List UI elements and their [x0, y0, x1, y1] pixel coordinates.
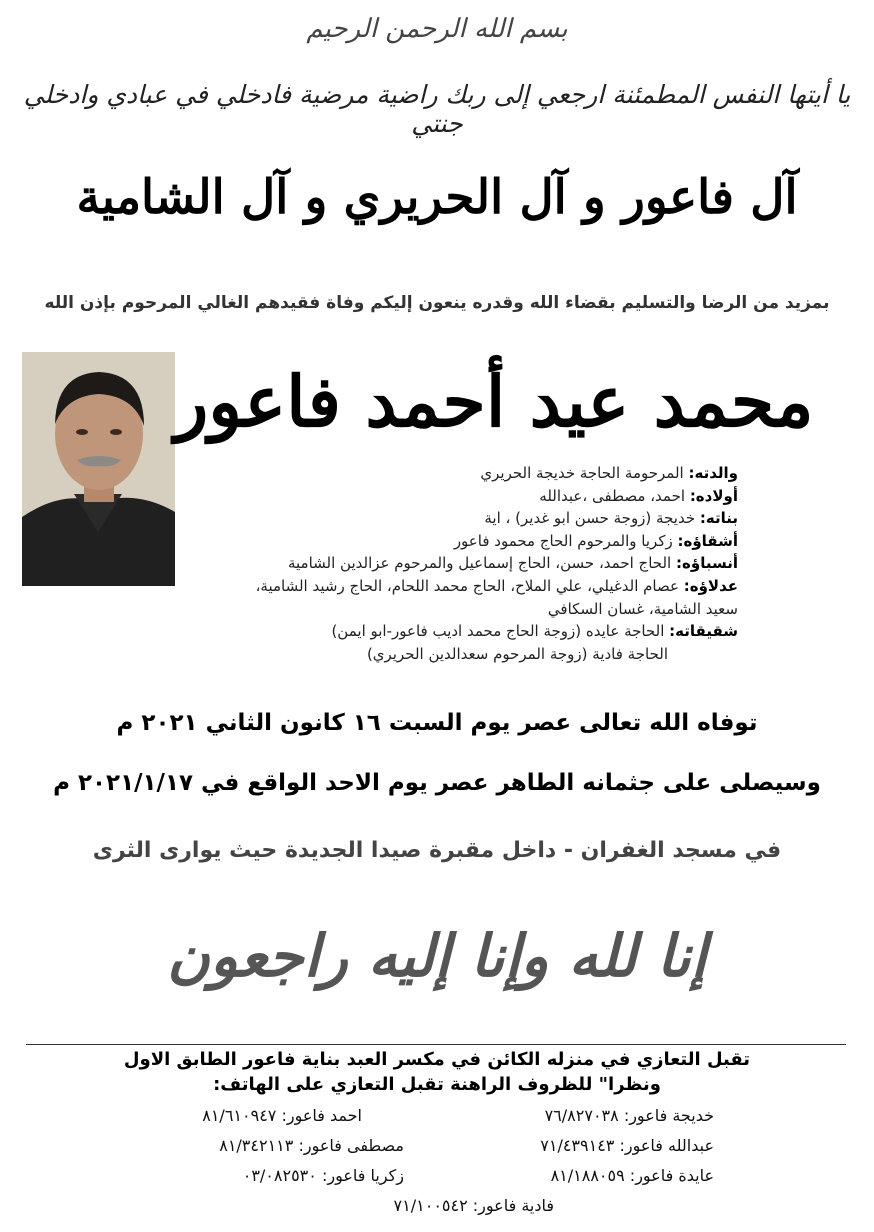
- relative-row-daughters: بناته: خديجة (زوجة حسن ابو غدير) ، اية: [484, 509, 738, 528]
- phone-entry: فادية فاعور: ٧١/١٠٠٥٤٢: [393, 1196, 554, 1215]
- prayer-notice: وسيصلى على جثمانه الطاهر عصر يوم الاحد الواقع في ٢٠٢١/١/١٧ م: [53, 770, 821, 796]
- phone-entry: خديجة فاعور: ٧٦/٨٢٧٠٣٨: [544, 1106, 714, 1125]
- relative-row-brothers-in-law-cont: سعيد الشامية، غسان السكافي: [547, 599, 738, 618]
- condolence-phone-note: ونظرا" للظروف الراهنة تقبل التعازي على الهاتف:: [213, 1074, 661, 1095]
- relative-row-sisters: شقيقاته: الحاجة عايده (زوجة الحاج محمد اديب فاعور-ابو ايمن): [331, 622, 738, 641]
- relative-row-brothers-in-law: عدلاؤه: عصام الدغيلي، علي الملاح، الحاج محمد اللحام، الحاج رشيد الشامية،: [255, 576, 738, 595]
- phone-entry: عايدة فاعور: ٨١/١٨٨٠٥٩: [550, 1166, 714, 1185]
- closing-verse-calligraphy: إنا لله وإنا إليه راجعون: [167, 922, 707, 990]
- quran-verse: يا أيتها النفس المطمئنة ارجعي إلى ربك راضية مرضية فادخلي في عبادي وادخلي جنتي: [23, 80, 851, 138]
- relative-row-sons: أولاده: احمد، مصطفى ،عبدالله: [539, 486, 738, 505]
- relative-row-sisters-cont: الحاجة فادية (زوجة المرحوم سعدالدين الحريري): [366, 644, 668, 663]
- death-announcement: بمزيد من الرضا والتسليم بقضاء الله وقدره ينعون إليكم وفاة فقيدهم الغالي المرحوم بإذن الله: [44, 293, 830, 313]
- phone-entry: مصطفى فاعور: ٨١/٣٤٢١١٣: [219, 1136, 404, 1155]
- phone-entry: عبدالله فاعور: ٧١/٤٣٩١٤٣: [540, 1136, 714, 1155]
- condolence-location: تقبل التعازي في منزله الكائن في مكسر العبد بناية فاعور الطابق الاول: [123, 1049, 751, 1070]
- deceased-photo: [22, 352, 175, 586]
- basmala-calligraphy: بسم الله الرحمن الرحيم: [306, 14, 568, 44]
- families-title: آل فاعور و آل الحريري و آل الشامية: [76, 170, 798, 225]
- relative-row-mother: والدته: المرحومة الحاجة خديجة الحريري: [480, 464, 738, 482]
- divider: [26, 1044, 846, 1045]
- deceased-name: محمد عيد أحمد فاعور: [174, 360, 814, 443]
- death-notice: توفاه الله تعالى عصر يوم السبت ١٦ كانون الثاني ٢٠٢١ م: [116, 710, 758, 736]
- relative-row-brothers: أشقاؤه: زكريا والمرحوم الحاج محمود فاعور: [453, 531, 738, 550]
- phone-entry: زكريا فاعور: ٠٣/٠٨٢٥٣٠: [242, 1166, 404, 1185]
- phone-entry: احمد فاعور: ٨١/٦١٠٩٤٧: [202, 1106, 362, 1125]
- relative-row-in-laws: أنسباؤه: الحاج احمد، حسن، الحاج إسماعيل والمرحوم عزالدين الشامية: [287, 554, 738, 573]
- relatives-list: [198, 462, 738, 665]
- burial-location: في مسجد الغفران - داخل مقبرة صيدا الجديدة حيث يوارى الثرى: [92, 838, 782, 863]
